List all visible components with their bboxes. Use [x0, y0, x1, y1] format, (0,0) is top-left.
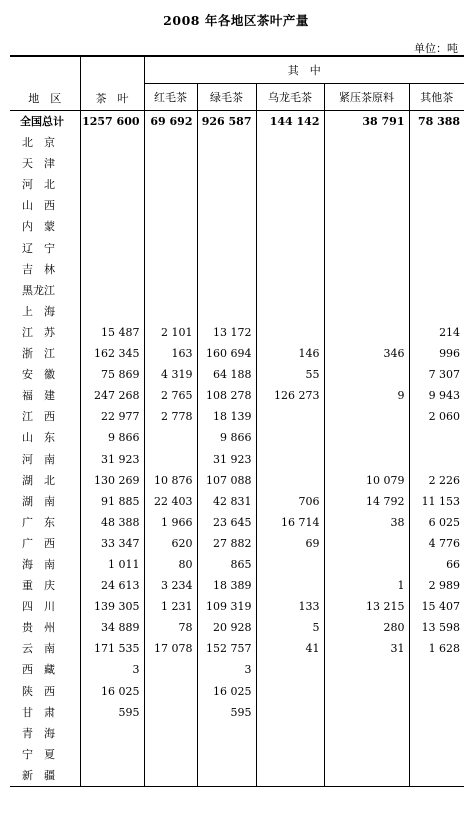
cell-brick: [324, 533, 409, 554]
cell-tea: 24 613: [80, 575, 144, 596]
cell-green: 18 389: [197, 575, 256, 596]
table-row: [10, 406, 464, 427]
cell-brick: [324, 681, 409, 702]
cell-tea: [80, 765, 144, 787]
cell-brick: [324, 427, 409, 448]
region-name: 河 北: [22, 178, 55, 192]
cell-oolong: 69: [256, 533, 324, 554]
cell-brick: [324, 322, 409, 343]
cell-green: 152 757: [197, 638, 256, 659]
cell-red: [144, 301, 197, 322]
cell-green: 3: [197, 659, 256, 680]
region-name: 浙 江: [22, 347, 55, 361]
cell-green: 27 882: [197, 533, 256, 554]
cell-tea: 3: [80, 659, 144, 680]
table-row: [10, 638, 464, 659]
cell-green: 926 587: [197, 111, 256, 133]
cell-brick: [324, 153, 409, 174]
cell-red: [144, 681, 197, 702]
cell-other: [409, 681, 464, 702]
table-row: [10, 238, 464, 259]
region-name: 青 海: [22, 726, 55, 740]
cell-oolong: [256, 301, 324, 322]
cell-tea: [80, 744, 144, 765]
cell-oolong: [256, 280, 324, 301]
table-row: [10, 280, 464, 301]
cell-tea: 15 487: [80, 322, 144, 343]
table-row-total: [10, 111, 464, 133]
cell-green: 16 025: [197, 681, 256, 702]
cell-green: [197, 280, 256, 301]
cell-other: 1 628: [409, 638, 464, 659]
cell-other: [409, 153, 464, 174]
cell-other: 6 025: [409, 512, 464, 533]
region-name: 四 川: [22, 600, 55, 614]
cell-oolong: [256, 132, 324, 153]
cell-green: 18 139: [197, 406, 256, 427]
cell-red: 1 231: [144, 596, 197, 617]
cell-oolong: [256, 153, 324, 174]
cell-tea: [80, 132, 144, 153]
cell-green: [197, 238, 256, 259]
table-row: [10, 343, 464, 364]
cell-oolong: 133: [256, 596, 324, 617]
cell-oolong: 55: [256, 364, 324, 385]
cell-brick: [324, 744, 409, 765]
cell-other: 13 598: [409, 617, 464, 638]
cell-red: 22 403: [144, 491, 197, 512]
cell-other: 15 407: [409, 596, 464, 617]
table-row: [10, 723, 464, 744]
cell-red: 3 234: [144, 575, 197, 596]
cell-green: 108 278: [197, 385, 256, 406]
table-row: [10, 765, 464, 787]
table-row: [10, 195, 464, 216]
cell-other: 996: [409, 343, 464, 364]
cell-brick: [324, 449, 409, 470]
cell-green: [197, 174, 256, 195]
region-name: 辽 宁: [22, 241, 55, 255]
region-name: 湖 南: [22, 494, 55, 508]
header-oolong-tea: 乌龙毛茶: [256, 84, 324, 111]
table-row: [10, 449, 464, 470]
cell-tea: 139 305: [80, 596, 144, 617]
region-name: 湖 北: [22, 473, 55, 487]
table-row: [10, 385, 464, 406]
table-row: [10, 427, 464, 448]
table-row: [10, 364, 464, 385]
cell-other: [409, 723, 464, 744]
cell-other: 66: [409, 554, 464, 575]
cell-tea: [80, 153, 144, 174]
cell-oolong: [256, 702, 324, 723]
table-row: [10, 744, 464, 765]
cell-other: 2 060: [409, 406, 464, 427]
cell-red: 80: [144, 554, 197, 575]
cell-other: 214: [409, 322, 464, 343]
cell-oolong: [256, 765, 324, 787]
table-row: [10, 512, 464, 533]
cell-tea: 16 025: [80, 681, 144, 702]
cell-tea: 31 923: [80, 449, 144, 470]
cell-other: [409, 702, 464, 723]
cell-red: [144, 744, 197, 765]
cell-red: 163: [144, 343, 197, 364]
cell-brick: [324, 659, 409, 680]
cell-brick: [324, 280, 409, 301]
cell-other: [409, 744, 464, 765]
cell-oolong: [256, 195, 324, 216]
cell-tea: 162 345: [80, 343, 144, 364]
cell-other: [409, 280, 464, 301]
cell-oolong: [256, 681, 324, 702]
cell-tea: [80, 195, 144, 216]
cell-oolong: 146: [256, 343, 324, 364]
cell-other: [409, 216, 464, 237]
cell-green: 31 923: [197, 449, 256, 470]
region-name: 广 西: [22, 536, 55, 550]
header-red-tea: 红毛茶: [144, 84, 197, 111]
cell-brick: [324, 195, 409, 216]
cell-other: 78 388: [409, 111, 464, 133]
table-row: [10, 259, 464, 280]
region-name: 贵 州: [22, 621, 55, 635]
cell-oolong: [256, 744, 324, 765]
region-name: 北 京: [22, 136, 55, 150]
tea-production-table: [10, 55, 464, 787]
cell-tea: 171 535: [80, 638, 144, 659]
cell-green: 13 172: [197, 322, 256, 343]
cell-red: 69 692: [144, 111, 197, 133]
table-row: [10, 174, 464, 195]
header-brick-tea: 紧压茶原料: [324, 84, 409, 111]
cell-red: [144, 195, 197, 216]
cell-red: [144, 132, 197, 153]
cell-red: [144, 723, 197, 744]
cell-tea: [80, 301, 144, 322]
cell-red: 620: [144, 533, 197, 554]
table-row: [10, 322, 464, 343]
cell-red: 2 765: [144, 385, 197, 406]
table-row: [10, 216, 464, 237]
cell-oolong: [256, 659, 324, 680]
header-green-tea: 绿毛茶: [197, 84, 256, 111]
table-row: [10, 470, 464, 491]
cell-red: 17 078: [144, 638, 197, 659]
cell-other: [409, 195, 464, 216]
cell-oolong: [256, 723, 324, 744]
cell-green: 865: [197, 554, 256, 575]
cell-green: [197, 301, 256, 322]
cell-brick: [324, 301, 409, 322]
cell-red: [144, 702, 197, 723]
cell-other: [409, 238, 464, 259]
cell-tea: 48 388: [80, 512, 144, 533]
cell-brick: 14 792: [324, 491, 409, 512]
cell-oolong: [256, 427, 324, 448]
region-name: 江 苏: [22, 325, 55, 339]
cell-red: 10 876: [144, 470, 197, 491]
region-name: 山 东: [22, 431, 55, 445]
cell-red: [144, 216, 197, 237]
cell-oolong: 16 714: [256, 512, 324, 533]
cell-other: 11 153: [409, 491, 464, 512]
region-name: 陕 西: [22, 684, 55, 698]
region-name: 安 徽: [22, 368, 55, 382]
cell-brick: 1: [324, 575, 409, 596]
cell-brick: 38 791: [324, 111, 409, 133]
cell-oolong: [256, 406, 324, 427]
cell-green: 20 928: [197, 617, 256, 638]
cell-red: 2 101: [144, 322, 197, 343]
cell-tea: [80, 238, 144, 259]
cell-red: [144, 427, 197, 448]
cell-oolong: [256, 575, 324, 596]
cell-green: 42 831: [197, 491, 256, 512]
cell-oolong: 706: [256, 491, 324, 512]
cell-other: 2 989: [409, 575, 464, 596]
cell-green: [197, 723, 256, 744]
cell-brick: [324, 364, 409, 385]
cell-red: [144, 449, 197, 470]
cell-red: 78: [144, 617, 197, 638]
cell-tea: [80, 723, 144, 744]
table-body: [10, 111, 464, 787]
cell-red: 1 966: [144, 512, 197, 533]
cell-oolong: 41: [256, 638, 324, 659]
cell-red: 2 778: [144, 406, 197, 427]
table-row: [10, 533, 464, 554]
cell-brick: [324, 238, 409, 259]
cell-tea: 130 269: [80, 470, 144, 491]
table-row: [10, 491, 464, 512]
cell-other: [409, 174, 464, 195]
cell-brick: [324, 174, 409, 195]
region-name: 新 疆: [10, 765, 80, 787]
region-name: 江 西: [22, 410, 55, 424]
cell-brick: 280: [324, 617, 409, 638]
cell-brick: 346: [324, 343, 409, 364]
cell-green: 64 188: [197, 364, 256, 385]
unit-label: 单位：吨: [414, 42, 458, 55]
cell-oolong: [256, 470, 324, 491]
cell-green: [197, 132, 256, 153]
table-row: [10, 702, 464, 723]
cell-tea: 595: [80, 702, 144, 723]
region-name: 甘 肃: [22, 705, 55, 719]
cell-other: [409, 259, 464, 280]
cell-other: [409, 427, 464, 448]
cell-other: 9 943: [409, 385, 464, 406]
cell-brick: 10 079: [324, 470, 409, 491]
region-name: 上 海: [22, 304, 55, 318]
cell-oolong: [256, 259, 324, 280]
cell-other: 2 226: [409, 470, 464, 491]
table-row: [10, 153, 464, 174]
region-name: 河 南: [22, 452, 55, 466]
cell-red: [144, 659, 197, 680]
cell-oolong: [256, 216, 324, 237]
region-name: 重 庆: [22, 579, 55, 593]
cell-oolong: [256, 238, 324, 259]
region-name: 云 南: [22, 642, 55, 656]
cell-tea: 34 889: [80, 617, 144, 638]
cell-brick: [324, 406, 409, 427]
region-name: 宁 夏: [22, 747, 55, 761]
cell-other: [409, 301, 464, 322]
cell-oolong: 126 273: [256, 385, 324, 406]
cell-brick: [324, 723, 409, 744]
cell-brick: [324, 702, 409, 723]
cell-red: [144, 280, 197, 301]
cell-other: [409, 449, 464, 470]
cell-tea: [80, 280, 144, 301]
cell-green: [197, 216, 256, 237]
region-name: 海 南: [22, 557, 55, 571]
cell-green: 9 866: [197, 427, 256, 448]
cell-tea: 91 885: [80, 491, 144, 512]
table-row: [10, 659, 464, 680]
cell-oolong: 5: [256, 617, 324, 638]
table-row: [10, 617, 464, 638]
table-row: [10, 301, 464, 322]
cell-tea: [80, 259, 144, 280]
cell-other: [409, 765, 464, 787]
cell-tea: 1257 600: [80, 111, 144, 133]
cell-other: 7 307: [409, 364, 464, 385]
cell-other: [409, 659, 464, 680]
table-row: [10, 596, 464, 617]
cell-tea: 33 347: [80, 533, 144, 554]
cell-other: [409, 132, 464, 153]
region-name: 福 建: [22, 389, 55, 403]
cell-brick: 31: [324, 638, 409, 659]
header-other-tea: 其他茶: [409, 84, 464, 111]
cell-brick: [324, 216, 409, 237]
cell-green: [197, 259, 256, 280]
header-region: 地 区: [10, 56, 80, 111]
cell-tea: 1 011: [80, 554, 144, 575]
cell-oolong: [256, 174, 324, 195]
cell-oolong: 144 142: [256, 111, 324, 133]
cell-green: [197, 765, 256, 787]
cell-brick: [324, 765, 409, 787]
cell-brick: [324, 259, 409, 280]
cell-green: 107 088: [197, 470, 256, 491]
region-name: 全国总计: [20, 115, 64, 128]
table-row: [10, 554, 464, 575]
cell-green: [197, 153, 256, 174]
cell-green: [197, 744, 256, 765]
cell-brick: [324, 132, 409, 153]
cell-green: 109 319: [197, 596, 256, 617]
cell-tea: [80, 174, 144, 195]
cell-tea: 22 977: [80, 406, 144, 427]
region-name: 山 西: [22, 199, 55, 213]
cell-red: [144, 259, 197, 280]
cell-tea: 9 866: [80, 427, 144, 448]
region-name: 黑龙江: [22, 283, 55, 297]
header-of-which: 其 中: [144, 56, 464, 84]
cell-tea: 75 869: [80, 364, 144, 385]
cell-red: [144, 765, 197, 787]
cell-green: [197, 195, 256, 216]
cell-red: [144, 174, 197, 195]
cell-other: 4 776: [409, 533, 464, 554]
cell-tea: 247 268: [80, 385, 144, 406]
cell-brick: 38: [324, 512, 409, 533]
cell-red: [144, 153, 197, 174]
region-name: 内 蒙: [22, 220, 55, 234]
cell-tea: [80, 216, 144, 237]
cell-brick: [324, 554, 409, 575]
cell-oolong: [256, 554, 324, 575]
page-title: 2008 年各地区茶叶产量: [163, 13, 309, 28]
cell-green: 595: [197, 702, 256, 723]
cell-brick: 13 215: [324, 596, 409, 617]
cell-green: 23 645: [197, 512, 256, 533]
table-row: [10, 681, 464, 702]
table-row: [10, 575, 464, 596]
region-name: 广 东: [22, 515, 55, 529]
table-row: [10, 132, 464, 153]
region-name: 西 藏: [22, 663, 55, 677]
cell-oolong: [256, 322, 324, 343]
header-tea: 茶 叶: [80, 56, 144, 111]
cell-green: 160 694: [197, 343, 256, 364]
region-name: 吉 林: [22, 262, 55, 276]
cell-red: 4 319: [144, 364, 197, 385]
cell-oolong: [256, 449, 324, 470]
region-name: 天 津: [22, 157, 55, 171]
cell-brick: 9: [324, 385, 409, 406]
cell-red: [144, 238, 197, 259]
